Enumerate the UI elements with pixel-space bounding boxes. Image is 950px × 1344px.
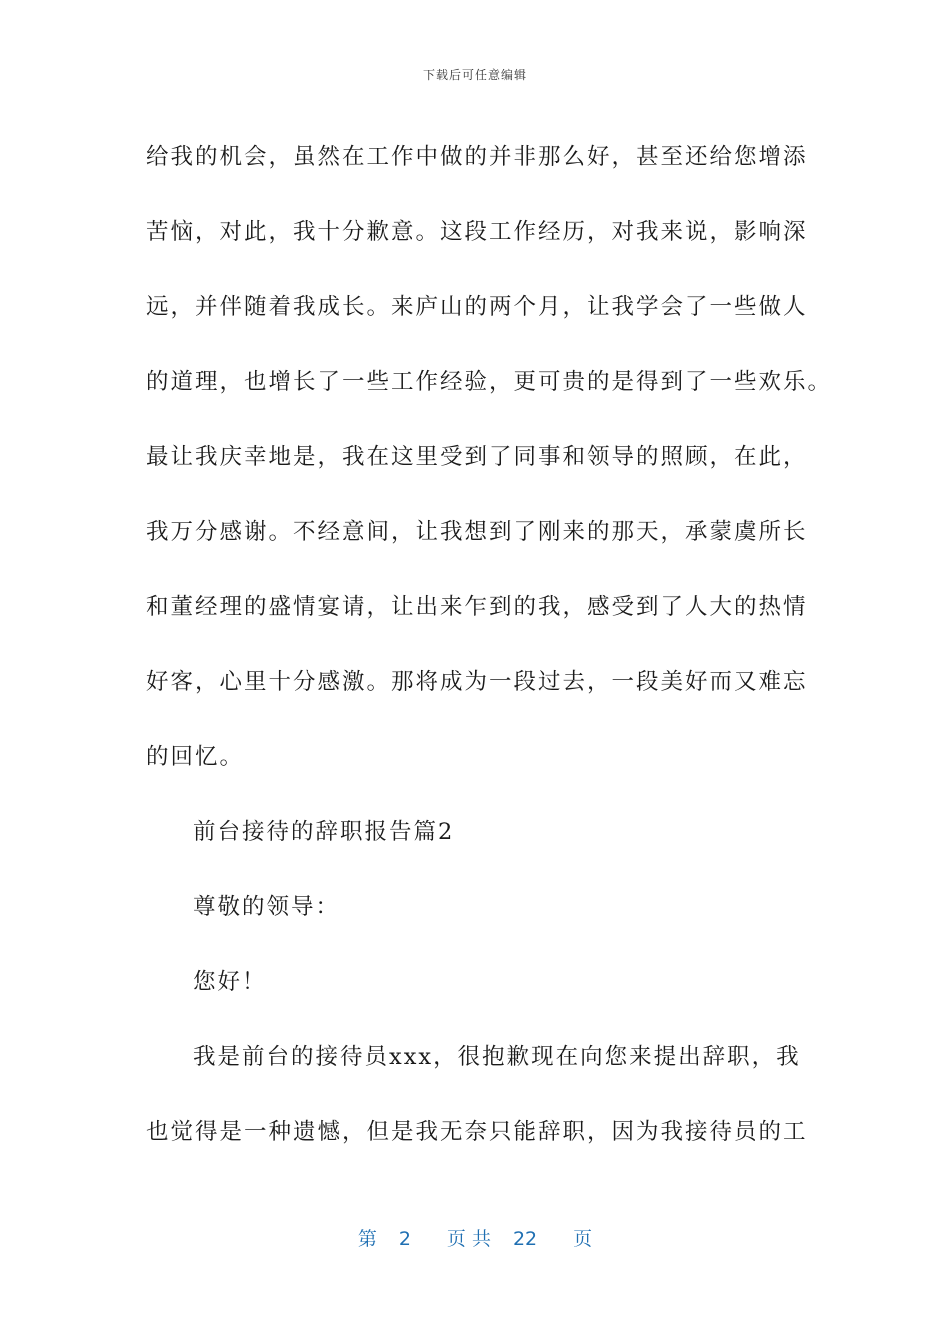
greeting: 您好！ [193, 969, 267, 995]
salutation: 尊敬的领导： [193, 894, 341, 920]
footer-label-page: 第 [357, 1228, 377, 1250]
paragraph-line: 给我的机会，虽然在工作中做的并非那么好，甚至还给您增添 [146, 144, 808, 170]
paragraph-line: 我万分感谢。不经意间，让我想到了刚来的那天，承蒙虞所长 [146, 519, 808, 545]
paragraph-line: 最让我庆幸地是，我在这里受到了同事和领导的照顾，在此， [146, 444, 808, 470]
page-header-note: 下载后可任意编辑 [422, 68, 527, 82]
paragraph-line: 我是前台的接待员xxx，很抱歉现在向您来提出辞职，我 [193, 1044, 801, 1070]
paragraph-line: 的道理，也增长了一些工作经验，更可贵的是得到了一些欢乐。 [146, 369, 833, 395]
page-number-footer [0, 1224, 950, 1251]
paragraph-line: 远，并伴随着我成长。来庐山的两个月，让我学会了一些做人 [146, 294, 808, 320]
current-page-number: 2 [398, 1228, 411, 1250]
paragraph-line: 和董经理的盛情宴请，让出来乍到的我，感受到了人大的热情 [146, 594, 808, 620]
paragraph-line: 也觉得是一种遗憾，但是我无奈只能辞职，因为我接待员的工 [146, 1119, 808, 1145]
total-pages-number: 22 [512, 1228, 538, 1250]
section-title: 前台接待的辞职报告篇2 [193, 819, 455, 845]
document-body [146, 120, 833, 1170]
paragraph-line: 的回忆。 [146, 744, 245, 770]
paragraph-line: 苦恼，对此，我十分歉意。这段工作经历，对我来说，影响深 [146, 219, 808, 245]
paragraph-line: 好客，心里十分感激。那将成为一段过去，一段美好而又难忘 [146, 669, 808, 695]
footer-label-total-prefix: 页 共 [446, 1228, 491, 1250]
footer-label-total-suffix: 页 [573, 1228, 593, 1250]
